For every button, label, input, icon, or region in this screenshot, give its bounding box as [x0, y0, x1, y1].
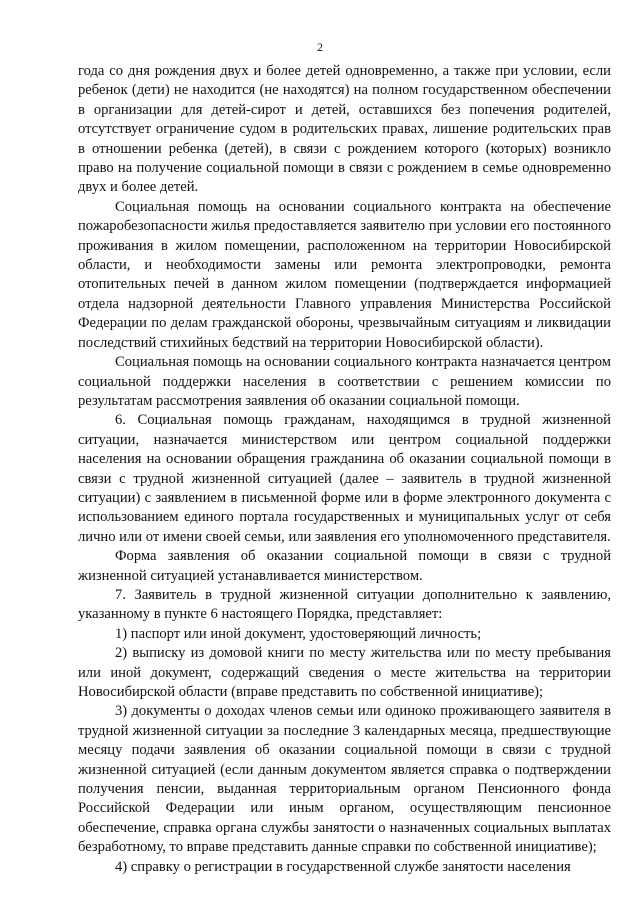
paragraph-contract-assignment: Социальная помощь на основании социального контракта назначается центром социальной поддержки населения в соответствии с решением комиссии по результатам рассмотрения заявления об оказании социальной помощи. [78, 354, 611, 409]
list-item-1: 1) паспорт или иной документ, удостоверяющий личность; [115, 625, 482, 642]
paragraph-fire-safety: Социальная помощь на основании социального контракта на обеспечение пожаробезопасности жилья предоставляется заявителю при условии его постоянного проживания в жилом помещении, расположенном на территории Новосибирской области, и необходимости замены или ремонта электропроводки, ремонта отопительных печей в данном жилом помещении (подтверждается информацией отдела надзорной деятельности Главного управления Министерства Российской Федерации по делам гражданской обороны, чрезвычайным ситуациям и ликвидации последствий стихийных бедствий на территории Новосибирской области). [78, 198, 611, 351]
paragraph-clause-7: 7. Заявитель в трудной жизненной ситуации дополнительно к заявлению, указанному в пункте 6 настоящего Порядка, представляет: [78, 586, 611, 623]
paragraph-clause-6: 6. Социальная помощь гражданам, находящимся в трудной жизненной ситуации, назначается министерством или центром социальной поддержки населения на основании обращения гражданина об оказании социальной помощи в связи с трудной жизненной ситуацией (далее – заявитель в трудной жизненной ситуации) с заявлением в письменной форме или в форме электронного документа с использованием единого портала государственных и муниципальных услуг от себя лично или от имени своей семьи, или заявления его уполномоченного представителя. [78, 412, 611, 545]
document-body [78, 62, 611, 877]
page-number: 2 [317, 40, 323, 54]
list-item-4: 4) справку о регистрации в государственной службе занятости населения [115, 858, 571, 875]
paragraph-continuation: года со дня рождения двух и более детей одновременно, а также при условии, если ребенок (дети) не находится (не находятся) на полном государственном обеспечении в организации для детей-сирот и детей, оставшихся без попечения родителей, отсутствует ограничение судом в родительских правах, лишение родительских прав в отношении ребенка (детей), в связи с рождением которого (которых) возникло право на получение социальной помощи в связи с рождением в семье одновременно двух и более детей. [78, 63, 611, 196]
paragraph-application-form: Форма заявления об оказании социальной помощи в связи с трудной жизненной ситуацией устанавливается министерством. [78, 548, 611, 584]
list-item-3: 3) документы о доходах членов семьи или одиноко проживающего заявителя в трудной жизненной ситуации за последние 3 календарных месяца, предшествующие месяцу подачи заявления об оказании социальной помощи в связи с трудной жизненной ситуацией (если данным документом является справка о подтверждении получения пенсии, выданная территориальным органом Пенсионного фонда Российской Федерации или иным органом, осуществляющим пенсионное обеспечение, справка органа службы занятости о назначенных социальных выплатах безработному, то вправе представить данные справки по собственной инициативе); [78, 703, 611, 856]
list-item-2: 2) выписку из домовой книги по месту жительства или по месту пребывания или иной документ, содержащий сведения о месте жительства на территории Новосибирской области (вправе представить по собственной инициативе); [78, 645, 611, 700]
